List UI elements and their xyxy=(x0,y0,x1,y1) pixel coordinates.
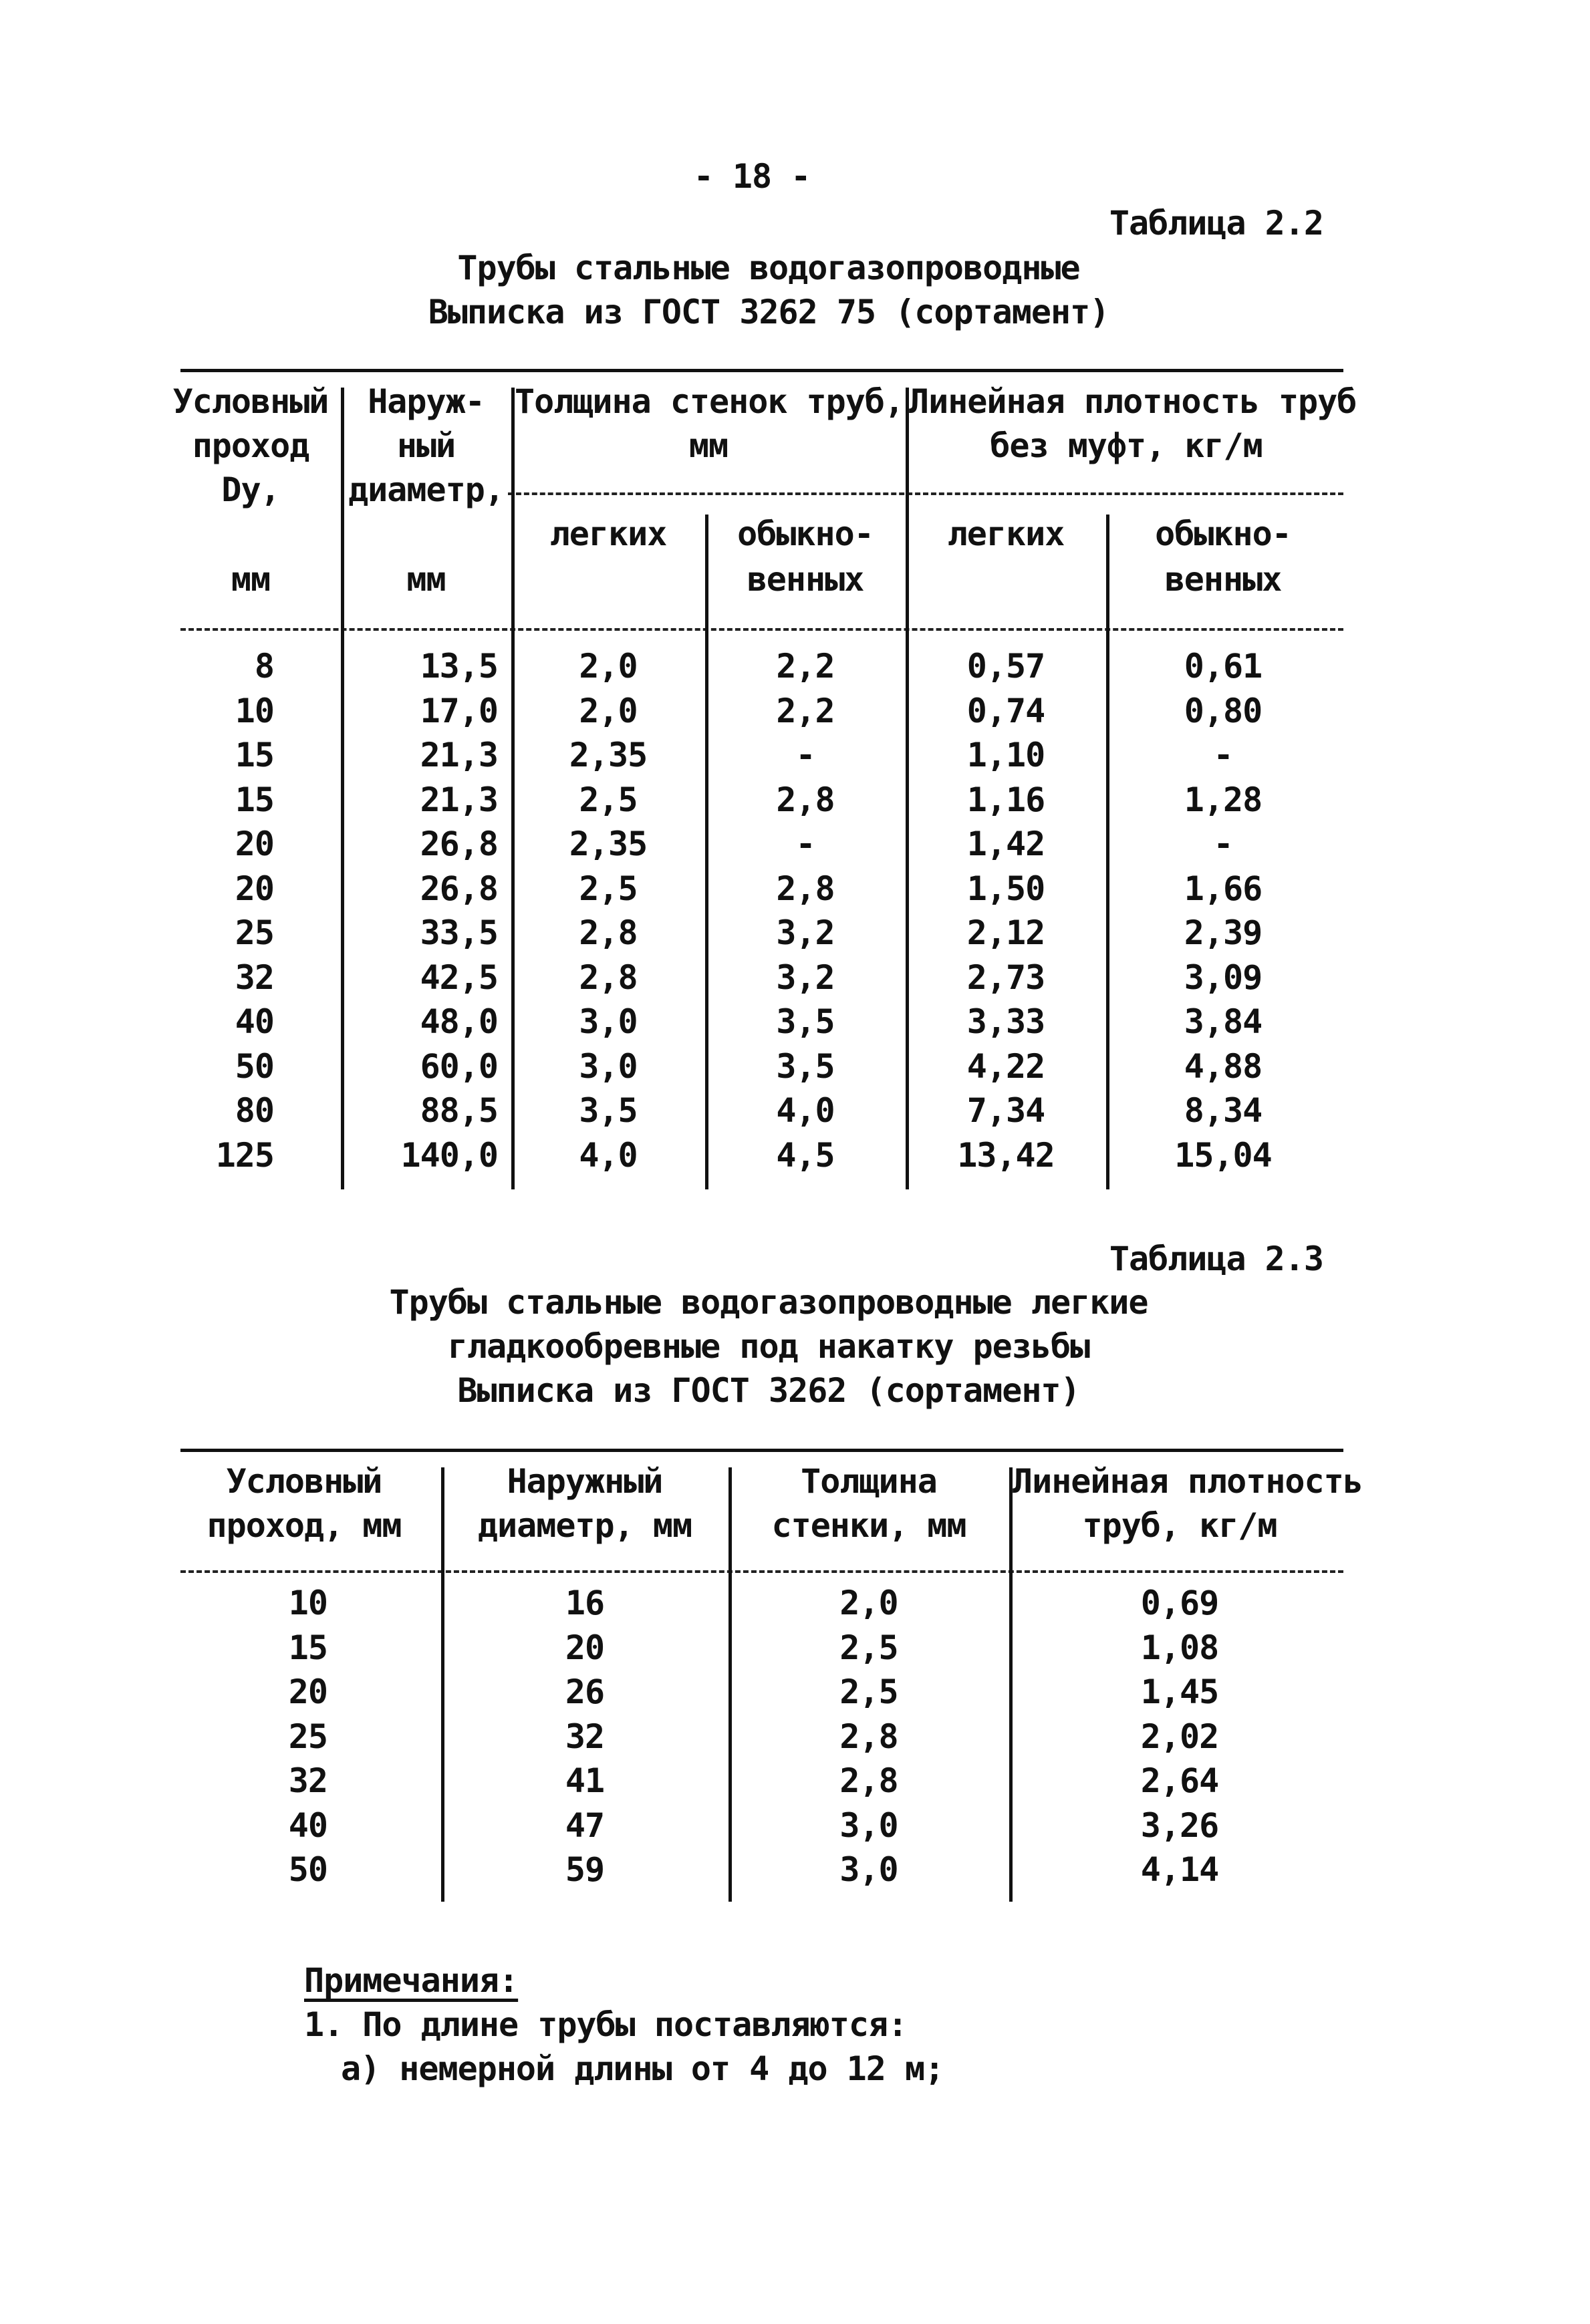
t22-sub-ordinary-density-2: венных xyxy=(1164,560,1282,599)
t22-cell-r1-c2: 13,5 xyxy=(420,647,498,686)
notes-line-1: 1. По длине трубы поставляются: xyxy=(304,2005,908,2044)
t22-cell-r10-c5: 4,22 xyxy=(966,1047,1045,1086)
t22-cell-r7-c3: 2,8 xyxy=(579,913,638,952)
t22-cell-r4-c1: 15 xyxy=(235,780,274,819)
notes-heading: Примечания: xyxy=(304,1961,519,2000)
t23-cell-r1-c3: 2,0 xyxy=(839,1584,898,1622)
t23-cell-r4-c4: 2,02 xyxy=(1140,1717,1219,1756)
t22-cell-r6-c4: 2,8 xyxy=(776,869,835,908)
t22-cell-r9-c2: 48,0 xyxy=(420,1002,498,1041)
table-2-2-label: Таблица 2.2 xyxy=(1109,204,1323,243)
t22-cell-r9-c3: 3,0 xyxy=(579,1002,638,1041)
t22-sub-ordinary-thickness-2: венных xyxy=(747,560,864,599)
t22-cell-r7-c6: 2,39 xyxy=(1184,913,1263,952)
t22-cell-r9-c1: 40 xyxy=(235,1002,274,1041)
table-2-3-label: Таблица 2.3 xyxy=(1109,1240,1323,1278)
t22-cell-r2-c5: 0,74 xyxy=(966,692,1045,730)
t22-header-col1-line4: мм xyxy=(231,560,271,599)
t22-header-divider xyxy=(508,492,1343,495)
t23-header-col1-line2: проход, мм xyxy=(207,1506,402,1545)
table-2-2-title-line-2: Выписка из ГОСТ 3262 75 (сортамент) xyxy=(428,293,1109,331)
t23-cell-r3-c4: 1,45 xyxy=(1140,1673,1219,1711)
t23-header-col2-line2: диаметр, мм xyxy=(477,1506,692,1545)
t22-cell-r12-c1: 125 xyxy=(215,1136,274,1175)
t22-cell-r1-c4: 2,2 xyxy=(776,647,835,686)
t22-cell-r5-c2: 26,8 xyxy=(420,825,498,863)
t22-cell-r2-c6: 0,80 xyxy=(1184,692,1263,730)
t22-cell-r2-c2: 17,0 xyxy=(420,692,498,730)
t22-cell-r8-c1: 32 xyxy=(235,958,274,997)
t23-cell-r3-c1: 20 xyxy=(288,1673,327,1711)
t22-cell-r1-c1: 8 xyxy=(254,647,274,686)
t22-header-col2-line4: мм xyxy=(406,560,446,599)
t22-cell-r1-c3: 2,0 xyxy=(579,647,638,686)
t23-cell-r6-c3: 3,0 xyxy=(839,1806,898,1845)
t22-sub-light-thickness: легких xyxy=(549,515,667,553)
t23-cell-r4-c2: 32 xyxy=(565,1717,605,1756)
t23-header-col3-line2: стенки, мм xyxy=(771,1506,966,1545)
t23-cell-r2-c3: 2,5 xyxy=(839,1628,898,1667)
t23-header-col2-line1: Наружный xyxy=(507,1462,663,1501)
t22-cell-r2-c4: 2,2 xyxy=(776,692,835,730)
t22-header-col1-line3: Dy, xyxy=(221,470,280,509)
t22-header-density: Линейная плотность труб xyxy=(909,382,1357,421)
t23-header-col3-line1: Толщина xyxy=(801,1462,937,1501)
t23-cell-r2-c1: 15 xyxy=(288,1628,327,1667)
t22-cell-r11-c2: 88,5 xyxy=(420,1091,498,1130)
notes-line-2: а) немерной длины от 4 до 12 м; xyxy=(341,2049,944,2088)
t23-cell-r4-c1: 25 xyxy=(288,1717,327,1756)
t23-cell-r5-c2: 41 xyxy=(565,1761,605,1800)
t22-cell-r1-c5: 0,57 xyxy=(966,647,1045,686)
t22-header-col2-line1: Наруж- xyxy=(368,382,485,421)
t23-cell-r3-c2: 26 xyxy=(565,1673,605,1711)
t22-cell-r10-c1: 50 xyxy=(235,1047,274,1086)
t22-cell-r6-c2: 26,8 xyxy=(420,869,498,908)
t23-cell-r5-c3: 2,8 xyxy=(839,1761,898,1800)
t22-cell-r7-c2: 33,5 xyxy=(420,913,498,952)
t22-cell-r3-c3: 2,35 xyxy=(569,736,648,774)
table-2-2-top-rule xyxy=(180,369,1343,372)
t23-cell-r6-c1: 40 xyxy=(288,1806,327,1845)
t23-cell-r7-c1: 50 xyxy=(288,1850,327,1889)
t22-cell-r9-c5: 3,33 xyxy=(966,1002,1045,1041)
t22-cell-r11-c4: 4,0 xyxy=(776,1091,835,1130)
t22-cell-r8-c5: 2,73 xyxy=(966,958,1045,997)
t22-cell-r10-c6: 4,88 xyxy=(1184,1047,1263,1086)
t22-cell-r11-c1: 80 xyxy=(235,1091,274,1130)
t22-cell-r6-c6: 1,66 xyxy=(1184,869,1263,908)
t22-cell-r10-c3: 3,0 xyxy=(579,1047,638,1086)
t22-cell-r4-c4: 2,8 xyxy=(776,780,835,819)
t22-body-divider xyxy=(180,628,1343,631)
t22-sub-ordinary-thickness-1: обыкно- xyxy=(737,515,874,553)
t23-body-divider xyxy=(180,1570,1343,1573)
t22-cell-r7-c4: 3,2 xyxy=(776,913,835,952)
t22-cell-r3-c5: 1,10 xyxy=(966,736,1045,774)
t22-cell-r6-c5: 1,50 xyxy=(966,869,1045,908)
table-2-2-title-line-1: Трубы стальные водогазопроводные xyxy=(457,249,1080,287)
t23-cell-r2-c2: 20 xyxy=(565,1628,605,1667)
t23-cell-r3-c3: 2,5 xyxy=(839,1673,898,1711)
table-2-3-title-line-1: Трубы стальные водогазопроводные легкие xyxy=(389,1283,1148,1322)
t22-cell-r5-c4: - xyxy=(795,825,815,863)
t22-cell-r8-c2: 42,5 xyxy=(420,958,498,997)
t22-cell-r12-c2: 140,0 xyxy=(400,1136,498,1175)
t23-cell-r1-c4: 0,69 xyxy=(1140,1584,1219,1622)
t22-cell-r10-c4: 3,5 xyxy=(776,1047,835,1086)
t22-cell-r12-c4: 4,5 xyxy=(776,1136,835,1175)
t22-header-col2-line3: диаметр, xyxy=(348,470,504,509)
table-2-3-title-line-3: Выписка из ГОСТ 3262 (сортамент) xyxy=(457,1371,1080,1410)
t22-cell-r9-c6: 3,84 xyxy=(1184,1002,1263,1041)
t22-cell-r9-c4: 3,5 xyxy=(776,1002,835,1041)
t22-cell-r2-c3: 2,0 xyxy=(579,692,638,730)
t23-col-separator xyxy=(728,1467,732,1902)
t23-cell-r1-c2: 16 xyxy=(565,1584,605,1622)
t22-cell-r4-c5: 1,16 xyxy=(966,780,1045,819)
t23-cell-r5-c4: 2,64 xyxy=(1140,1761,1219,1800)
t23-cell-r7-c4: 4,14 xyxy=(1140,1850,1219,1889)
t22-sub-ordinary-density-1: обыкно- xyxy=(1155,515,1291,553)
t22-cell-r3-c4: - xyxy=(795,736,815,774)
t22-cell-r5-c3: 2,35 xyxy=(569,825,648,863)
t23-cell-r4-c3: 2,8 xyxy=(839,1717,898,1756)
t22-cell-r8-c6: 3,09 xyxy=(1184,958,1263,997)
t22-cell-r3-c2: 21,3 xyxy=(420,736,498,774)
t23-header-col1-line1: Условный xyxy=(226,1462,382,1501)
t23-cell-r7-c2: 59 xyxy=(565,1850,605,1889)
t23-col-separator xyxy=(441,1467,444,1902)
t22-header-col2-line2: ный xyxy=(396,426,456,465)
page-number: - 18 - xyxy=(693,157,811,196)
t22-header-col1-line2: проход xyxy=(192,426,309,465)
t22-header-col1-line1: Условный xyxy=(172,382,329,421)
t22-cell-r11-c6: 8,34 xyxy=(1184,1091,1263,1130)
t22-cell-r5-c5: 1,42 xyxy=(966,825,1045,863)
t22-cell-r4-c6: 1,28 xyxy=(1184,780,1263,819)
t23-cell-r6-c4: 3,26 xyxy=(1140,1806,1219,1845)
t22-cell-r12-c5: 13,42 xyxy=(957,1136,1055,1175)
t22-header-density-unit: без муфт, кг/м xyxy=(990,426,1263,465)
t22-cell-r5-c6: - xyxy=(1213,825,1233,863)
t23-header-col4-line2: труб, кг/м xyxy=(1082,1506,1277,1545)
t22-cell-r2-c1: 10 xyxy=(235,692,274,730)
t22-cell-r11-c3: 3,5 xyxy=(579,1091,638,1130)
t22-header-thickness: Толщина стенок труб, xyxy=(515,382,904,421)
t23-cell-r2-c4: 1,08 xyxy=(1140,1628,1219,1667)
t22-cell-r1-c6: 0,61 xyxy=(1184,647,1263,686)
t23-cell-r5-c1: 32 xyxy=(288,1761,327,1800)
t22-cell-r5-c1: 20 xyxy=(235,825,274,863)
t22-cell-r11-c5: 7,34 xyxy=(966,1091,1045,1130)
t22-cell-r4-c3: 2,5 xyxy=(579,780,638,819)
t23-cell-r6-c2: 47 xyxy=(565,1806,605,1845)
t22-cell-r8-c4: 3,2 xyxy=(776,958,835,997)
t22-cell-r7-c5: 2,12 xyxy=(966,913,1045,952)
t22-cell-r3-c1: 15 xyxy=(235,736,274,774)
t23-header-col4-line1: Линейная плотность xyxy=(1013,1462,1363,1501)
t23-cell-r7-c3: 3,0 xyxy=(839,1850,898,1889)
t22-cell-r7-c1: 25 xyxy=(235,913,274,952)
table-2-3-title-line-2: гладкообревные под накатку резьбы xyxy=(447,1327,1090,1366)
t22-cell-r8-c3: 2,8 xyxy=(579,958,638,997)
t23-cell-r1-c1: 10 xyxy=(288,1584,327,1622)
t22-cell-r12-c3: 4,0 xyxy=(579,1136,638,1175)
table-2-3-top-rule xyxy=(180,1449,1343,1452)
t22-cell-r12-c6: 15,04 xyxy=(1174,1136,1272,1175)
t22-cell-r10-c2: 60,0 xyxy=(420,1047,498,1086)
t22-header-thickness-unit: мм xyxy=(688,426,728,465)
t22-cell-r3-c6: - xyxy=(1213,736,1233,774)
t22-cell-r6-c3: 2,5 xyxy=(579,869,638,908)
t22-cell-r4-c2: 21,3 xyxy=(420,780,498,819)
t22-cell-r6-c1: 20 xyxy=(235,869,274,908)
t22-sub-light-density: легких xyxy=(947,515,1065,553)
